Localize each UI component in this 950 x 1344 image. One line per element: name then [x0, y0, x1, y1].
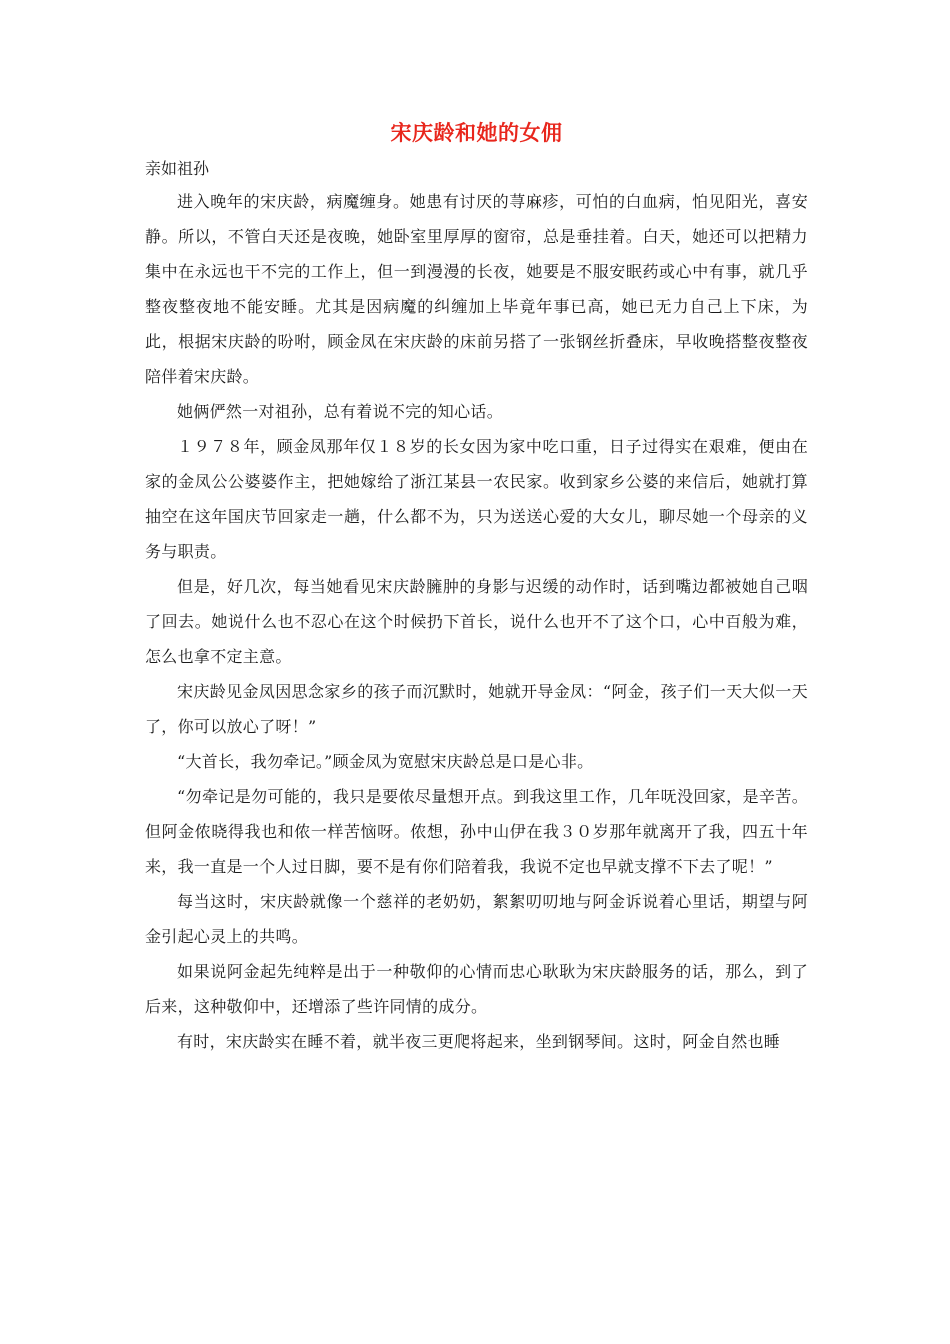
paragraph: 每当这时，宋庆龄就像一个慈祥的老奶奶，絮絮叨叨地与阿金诉说着心里话，期望与阿金引起心灵上的共鸣。: [145, 892, 808, 946]
paragraph: 但是，好几次，每当她看见宋庆龄臃肿的身影与迟缓的动作时，话到嘴边都被她自己咽了回去。她说什么也不忍心在这个时候扔下首长，说什么也开不了这个口，心中百般为难，怎么也拿不定主意。: [145, 577, 808, 666]
document-page: [145, 118, 808, 1059]
paragraph: 有时，宋庆龄实在睡不着，就半夜三更爬将起来，坐到钢琴间。这时，阿金自然也睡: [177, 1032, 781, 1051]
paragraph: 她俩俨然一对祖孙，总有着说不完的知心话。: [177, 402, 504, 421]
document-title: 宋庆龄和她的女佣: [390, 120, 563, 145]
paragraph: １９７８年，顾金凤那年仅１８岁的长女因为家中吃口重，日子过得实在艰难，便由在家的金凤公公婆婆作主，把她嫁给了浙江某县一农民家。收到家乡公婆的来信后，她就打算抽空在这年国庆节回家走一趟，什么都不为，只为送送心爱的大女儿，聊尽她一个母亲的义务与职责。: [145, 437, 808, 561]
paragraph: 如果说阿金起先纯粹是出于一种敬仰的心情而忠心耿耿为宋庆龄服务的话，那么，到了后来，这种敬仰中，还增添了些许同情的成分。: [145, 962, 808, 1016]
paragraph: “大首长，我勿牵记。”顾金凤为宽慰宋庆龄总是口是心非。: [177, 752, 594, 771]
section-heading: 亲如祖孙: [145, 159, 210, 178]
paragraph: 进入晚年的宋庆龄，病魔缠身。她患有讨厌的荨麻疹，可怕的白血病，怕见阳光，喜安静。所以，不管白天还是夜晚，她卧室里厚厚的窗帘，总是垂挂着。白天，她还可以把精力集中在永远也干不完的工作上，但一到漫漫的长夜，她要是不服安眠药或心中有事，就几乎整夜整夜地不能安睡。尤其是因病魔的纠缠加上毕竟年事已高，她已无力自己上下床，为此，根据宋庆龄的吩咐，顾金凤在宋庆龄的床前另搭了一张钢丝折叠床，早收晚搭整夜整夜陪伴着宋庆龄。: [145, 192, 808, 386]
paragraph: 宋庆龄见金凤因思念家乡的孩子而沉默时，她就开导金凤：“阿金，孩子们一天大似一天了，你可以放心了呀！”: [145, 682, 808, 736]
paragraph: “勿牵记是勿可能的，我只是要侬尽量想开点。到我这里工作，几年呒没回家，是辛苦。但阿金侬晓得我也和侬一样苦恼呀。侬想，孙中山伊在我３０岁那年就离开了我，四五十年来，我一直是一个人过日脚，要不是有你们陪着我，我说不定也早就支撑不下去了呢！”: [145, 787, 808, 876]
